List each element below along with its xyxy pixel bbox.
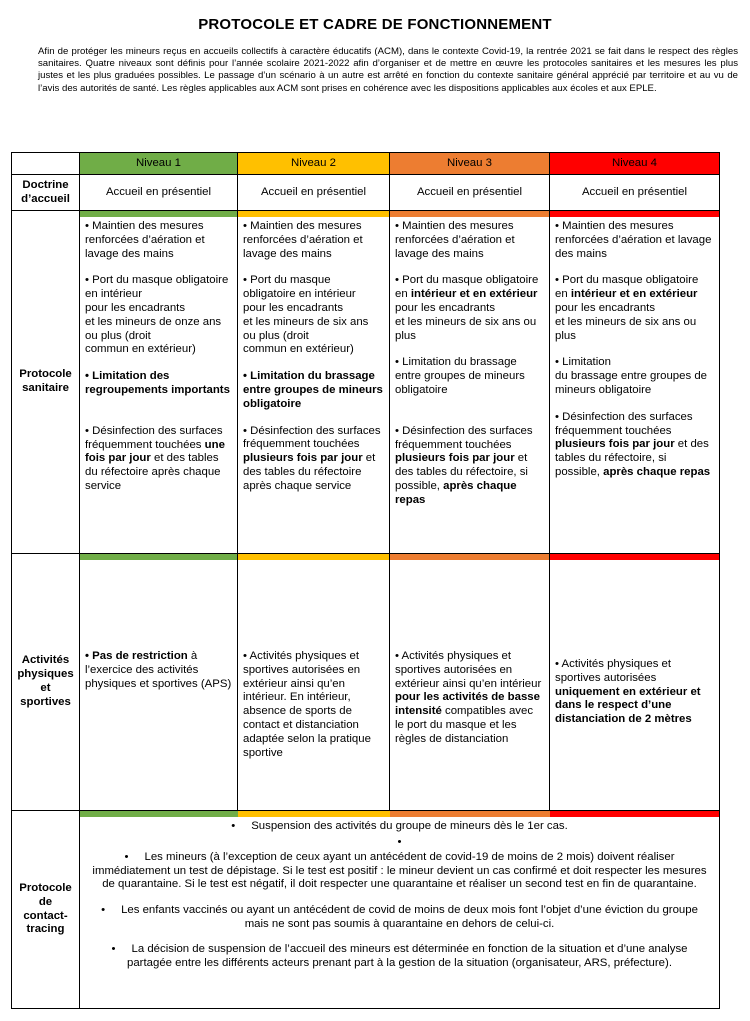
activites-n3-text: • Activités physiques et sportives autorisées en extérieur ainsi qu’en intérieur pour les activités de basse intensité compatibles avec le port du masque et les règles de distanciation bbox=[395, 650, 542, 745]
level-3-color-bar bbox=[390, 811, 550, 817]
contact-label-line: tracing bbox=[26, 923, 65, 936]
doctrine-n4: Accueil en présentiel bbox=[550, 175, 720, 211]
doctrine-row bbox=[12, 175, 720, 211]
sanitaire-n4 bbox=[550, 211, 720, 554]
sanitaire-n2-limitation: • Limitation du brassage entre groupes de mineurs obligatoire bbox=[243, 370, 383, 410]
contact-label bbox=[12, 811, 80, 1009]
activites-n2-text: • Activités physiques et sportives autorisées en extérieur ainsi qu’en intérieur. En intérieur, absence de sports de contact et distanciation adaptée selon la pratique sportive bbox=[243, 650, 371, 759]
sanitaire-n4-desinfection: • Désinfection des surfaces fréquemment touchées plusieurs fois par jour et des tables du réfectoire, si possible, après chaque repas bbox=[555, 410, 711, 478]
sanitaire-n3-masque: • Port du masque obligatoire en intérieur et en extérieur pour les encadrants et les mineurs de six ans ou plus bbox=[395, 274, 539, 342]
level-4-header: Niveau 4 bbox=[550, 153, 720, 175]
sanitaire-n1-aeration: • Maintien des mesures renforcées d’aération et lavage des mains bbox=[85, 220, 205, 260]
corner-cell bbox=[12, 153, 80, 175]
activites-n1 bbox=[80, 554, 238, 811]
doctrine-label-line: Doctrine bbox=[22, 178, 69, 191]
activites-label bbox=[12, 554, 80, 811]
sanitaire-n3-limitation: • Limitation du brassage entre groupes de mineurs obligatoire bbox=[395, 356, 525, 396]
activites-n4 bbox=[550, 554, 720, 811]
doctrine-label bbox=[12, 175, 80, 211]
sanitaire-n3 bbox=[390, 211, 550, 554]
level-1-color-bar bbox=[80, 811, 238, 817]
bullet-icon: • bbox=[231, 820, 236, 832]
levels-table bbox=[11, 152, 720, 1009]
sanitaire-row bbox=[12, 211, 720, 554]
activites-label-line: sportives bbox=[20, 695, 71, 708]
sanitaire-label-line: sanitaire bbox=[22, 382, 69, 394]
activites-label-line: physiques bbox=[17, 668, 74, 681]
sanitaire-n3-aeration: • Maintien des mesures renforcées d’aération et lavage des mains bbox=[395, 220, 515, 260]
level-2-color-bar bbox=[238, 811, 390, 817]
activites-label-line: Activités bbox=[21, 654, 70, 667]
activites-n2 bbox=[238, 554, 390, 811]
contact-item: • Les enfants vaccinés ou ayant un antécédent de covid de moins de deux mois font l’objet d’une éviction du groupe mais ne sont pas soumis à quarantaine en dehors de celui-ci. bbox=[101, 903, 698, 930]
bullet-icon: • bbox=[101, 903, 106, 916]
level-3-header: Niveau 3 bbox=[390, 153, 550, 175]
bullet-icon: • bbox=[124, 851, 129, 864]
level-4-color-bar bbox=[550, 811, 719, 817]
activites-n4-text: • Activités physiques et sportives autorisées uniquement en extérieur et dans le respect d’une distanciation de 2 mètres bbox=[555, 658, 701, 726]
sanitaire-n4-aeration: • Maintien des mesures renforcées d’aération et lavage des mains bbox=[555, 220, 712, 260]
bullet-icon: • bbox=[397, 835, 402, 848]
contact-label-line: de bbox=[38, 895, 53, 908]
sanitaire-n1-desinfection: • Désinfection des surfaces fréquemment touchées une fois par jour et des tables du réfectoire après chaque service bbox=[85, 424, 225, 492]
sanitaire-n1 bbox=[80, 211, 238, 554]
level-2-header: Niveau 2 bbox=[238, 153, 390, 175]
doctrine-n2: Accueil en présentiel bbox=[238, 175, 390, 211]
activites-label-line: et bbox=[40, 682, 51, 694]
page-title: PROTOCOLE ET CADRE DE FONCTIONNEMENT bbox=[198, 16, 552, 33]
sanitaire-n1-limitation: • Limitation des regroupements importants bbox=[85, 370, 230, 396]
sanitaire-n1-masque: • Port du masque obligatoire en intérieur pour les encadrants et les mineurs de onze ans ou plus (droit commun en extérieur) bbox=[85, 274, 229, 356]
contact-item: • Suspension des activités du groupe de mineurs dès le 1er cas. bbox=[231, 820, 568, 832]
bullet-icon: • bbox=[111, 943, 116, 956]
contact-item: • La décision de suspension de l’accueil des mineurs est déterminée en fonction de la situation et d’une analyse partagée entre les différents acteurs prenant part à la gestion de la situation (organisateur, ARS, préfecture). bbox=[111, 943, 688, 969]
contact-label-line: contact- bbox=[23, 909, 68, 922]
contact-label-line: Protocole bbox=[19, 881, 72, 894]
level-1-header: Niveau 1 bbox=[80, 153, 238, 175]
sanitaire-n3-desinfection: • Désinfection des surfaces fréquemment touchées plusieurs fois par jour et des tables du réfectoire, si possible, après chaque repas bbox=[395, 424, 533, 506]
activites-n1-text: • Pas de restriction à l’exercice des activités physiques et sportives (APS) bbox=[85, 650, 232, 690]
contact-item: • Les mineurs (à l’exception de ceux ayant un antécédent de covid-19 de moins de 2 mois) doivent réaliser immédiatement un test de dépistage. Si le test est positif : le mineur devient un cas confirmé et doit respecter les mesures de quarantaine. Si le test est négatif, il doit respecter une quarantaine et réaliser un second test en fin de quarantaine. bbox=[92, 851, 707, 891]
doctrine-n1: Accueil en présentiel bbox=[80, 175, 238, 211]
sanitaire-n2-masque: • Port du masque obligatoire en intérieur pour les encadrants et les mineurs de six ans ou plus (droit commun en extérieur) bbox=[243, 274, 369, 356]
doctrine-label-line: d’accueil bbox=[21, 192, 70, 205]
header-row bbox=[12, 153, 720, 175]
contact-row bbox=[12, 811, 720, 1009]
contact-content bbox=[80, 811, 720, 1009]
sanitaire-label-line: Protocole bbox=[19, 368, 72, 381]
sanitaire-n2-desinfection: • Désinfection des surfaces fréquemment touchées plusieurs fois par jour et des tables du réfectoire après chaque service bbox=[243, 424, 381, 492]
sanitaire-n2-aeration: • Maintien des mesures renforcées d’aération et lavage des mains bbox=[243, 220, 363, 260]
doctrine-n3: Accueil en présentiel bbox=[390, 175, 550, 211]
sanitaire-n4-masque: • Port du masque obligatoire en intérieur et en extérieur pour les encadrants et les mineurs de six ans ou plus bbox=[555, 274, 699, 342]
level-color-bars bbox=[80, 811, 719, 817]
sanitaire-n4-limitation: • Limitation du brassage entre groupes de mineurs obligatoire bbox=[555, 356, 707, 396]
intro-paragraph: Afin de protéger les mineurs reçus en accueils collectifs à caractère éducatifs (ACM), dans le contexte Covid-19, la rentrée 2021 se fait dans le respect des règles sanitaires. Quatre niveaux sont définis pour l’année scolaire 2021-2022 afin d’organiser et de mettre en œuvre les protocoles sanitaires et les mesures les plus justes et les plus graduées possibles. Le passage d’un scénario à un autre est arrêté en fonction du contexte sanitaire général apprécié par territoire et au vu de l’avis des autorités de santé. Les règles applicables aux ACM sont prises en cohérence avec les dispositions applicables aux écoles et aux EPLE. bbox=[38, 46, 738, 94]
activites-n3 bbox=[390, 554, 550, 811]
activites-row bbox=[12, 554, 720, 811]
sanitaire-label bbox=[12, 211, 80, 554]
sanitaire-n2 bbox=[238, 211, 390, 554]
